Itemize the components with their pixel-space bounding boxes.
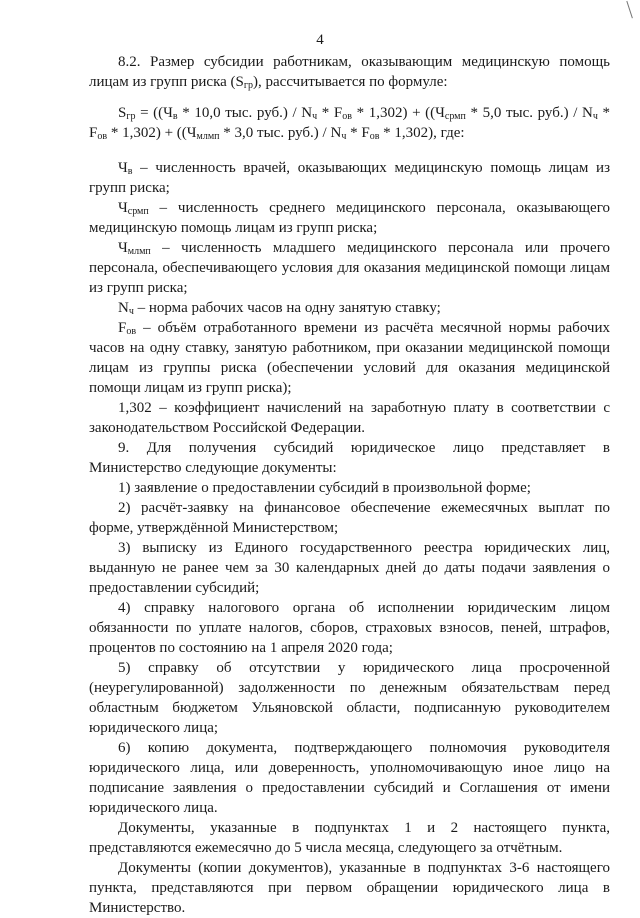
list-item-4: 4) справку налогового органа об исполнении юридическим лицом обязанности по уплате налогов, сборов, страховых взносов, пеней, штрафов, процентов по состоянию на 1 апреля 2020 года; [89,600,610,656]
scan-edge-mark [626,0,636,18]
documents-1-2-note: Документы, указанные в подпунктах 1 и 2 настоящего пункта, представляются ежемесячно до 5 числа месяца, следующего за отчётным. [89,820,610,856]
formula-block [89,103,610,143]
list-item-6: 6) копию документа, подтверждающего полномочия руководителя юридического лица, или доверенность, уполномочивающую иное лицо на подписание заявления о предоставлении субсидий и Соглашения от имени юридического лица. [89,740,610,816]
definition-nch: $N_ч$ – норма рабочих часов на одну занятую ставку; [118,300,441,317]
definition-chmlmp: $Ч_{млмп}$ – численность младшего медицинского персонала или прочего персонала, обеспечивающего условия для оказания медицинской помощи лицам из групп риска; [89,240,610,296]
list-item-2: 2) расчёт-заявку на финансовое обеспечение ежемесячных выплат по форме, утверждённой Министерством; [89,500,610,536]
section-9: 9. Для получения субсидий юридическое лицо представляет в Министерство следующие документы: [89,440,610,476]
paragraph-8-2: 8.2. Размер субсидии работникам, оказывающим медицинскую помощь лицам из групп риска $(S_{гр})$, рассчитывается по формуле: [89,54,610,91]
section-8-2 [89,52,610,92]
subsidy-formula: $S_{гр} = ((Ч_в * 10,0$ тыс. $руб.) / N_ч * F_{ов} * 1,302) + ((Ч_{срмп} * 5,0$ тыс. $руб.) / N_ч * F_{ов} * 1,302) + ((Ч_{млмп} * 3,0$ тыс. $руб.) / N_ч * F_{ов} * 1,302$), где: [89,105,610,142]
definition-coefficient: 1,302 – коэффициент начислений на заработную плату в соответствии с законодательством Российской Федерации. [89,400,610,436]
definitions-and-documents [89,158,610,918]
list-item-5: 5) справку об отсутствии у юридического лица просроченной (неурегулированной) задолженности по денежным обязательствам перед областным бюджетом Ульяновской области, подписанную руководителем юридического лица; [89,660,610,736]
definition-chv: $Ч_в$ – численность врачей, оказывающих медицинскую помощь лицам из групп риска; [89,160,610,196]
definition-chsrmp: $Ч_{срмп}$ – численность среднего медицинского персонала, оказывающего медицинскую помощь лицам из групп риска; [89,200,610,236]
list-item-3: 3) выписку из Единого государственного реестра юридических лиц, выданную не ранее чем за 30 календарных дней до даты подачи заявления о предоставлении субсидий; [89,540,610,596]
definition-fov: $F_{ов}$ – объём отработанного времени из расчёта месячной нормы рабочих часов на одну ставку, занятую работником, при оказании медицинской помощи лицам из группы риска (обеспечении условий для оказания медицинской помощи лицам из групп риска); [89,320,610,396]
documents-3-6-note: Документы (копии документов), указанные в подпунктах 3-6 настоящего пункта, представляются при первом обращении юридического лица в Министерство. [89,860,610,916]
page-number: 4 [316,32,324,48]
list-item-1: 1) заявление о предоставлении субсидий в произвольной форме; [118,480,531,496]
